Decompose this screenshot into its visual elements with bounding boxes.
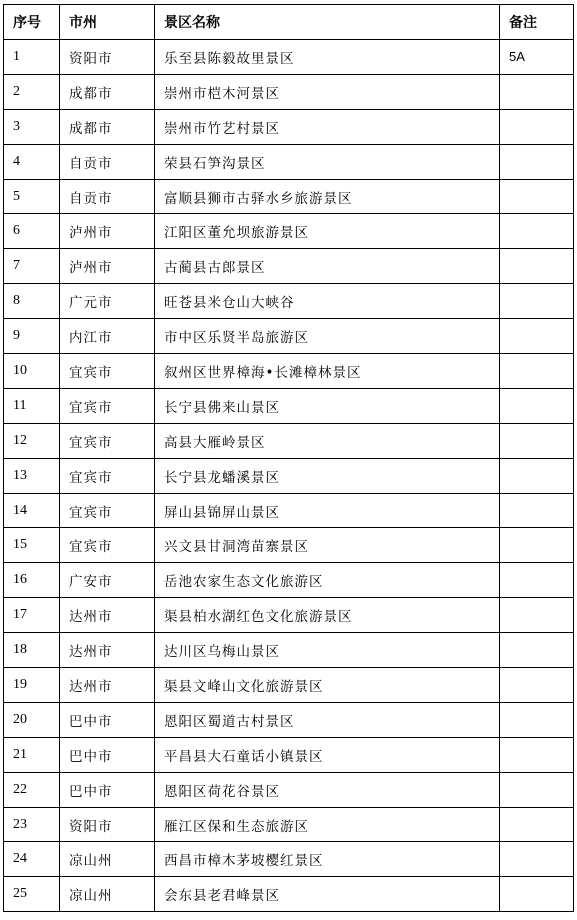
cell-seq: 23 — [4, 807, 60, 842]
cell-city: 自贡市 — [60, 179, 155, 214]
cell-note — [500, 668, 574, 703]
cell-scenic-name: 西昌市樟木茅坡樱红景区 — [155, 842, 500, 877]
table-body — [4, 40, 574, 912]
cell-scenic-name: 屏山县锦屏山景区 — [155, 493, 500, 528]
cell-note — [500, 598, 574, 633]
cell-note — [500, 493, 574, 528]
cell-seq: 16 — [4, 563, 60, 598]
cell-seq: 8 — [4, 284, 60, 319]
table-row — [4, 40, 574, 75]
cell-note — [500, 807, 574, 842]
cell-seq: 22 — [4, 772, 60, 807]
table-row — [4, 772, 574, 807]
cell-scenic-name: 恩阳区蜀道古村景区 — [155, 702, 500, 737]
cell-city: 凉山州 — [60, 877, 155, 912]
table-row — [4, 249, 574, 284]
cell-note — [500, 842, 574, 877]
cell-scenic-name: 旺苍县米仓山大峡谷 — [155, 284, 500, 319]
cell-seq: 9 — [4, 319, 60, 354]
cell-note — [500, 214, 574, 249]
table-row — [4, 702, 574, 737]
cell-seq: 6 — [4, 214, 60, 249]
table-row — [4, 598, 574, 633]
table-row — [4, 144, 574, 179]
cell-note — [500, 737, 574, 772]
cell-seq: 19 — [4, 668, 60, 703]
cell-scenic-name: 江阳区董允坝旅游景区 — [155, 214, 500, 249]
cell-city: 资阳市 — [60, 807, 155, 842]
table-row — [4, 563, 574, 598]
cell-note — [500, 702, 574, 737]
table-row — [4, 633, 574, 668]
cell-city: 宜宾市 — [60, 423, 155, 458]
header-note: 备注 — [500, 5, 574, 40]
table-row — [4, 354, 574, 389]
cell-scenic-name: 雁江区保和生态旅游区 — [155, 807, 500, 842]
cell-city: 泸州市 — [60, 214, 155, 249]
scenic-area-table — [3, 4, 574, 912]
cell-seq: 13 — [4, 458, 60, 493]
cell-seq: 7 — [4, 249, 60, 284]
cell-city: 巴中市 — [60, 702, 155, 737]
cell-seq: 11 — [4, 388, 60, 423]
table-row — [4, 109, 574, 144]
table-row — [4, 528, 574, 563]
table-row — [4, 842, 574, 877]
cell-seq: 20 — [4, 702, 60, 737]
cell-seq: 3 — [4, 109, 60, 144]
cell-scenic-name: 叙州区世界樟海•长滩樟林景区 — [155, 354, 500, 389]
table-row — [4, 319, 574, 354]
cell-scenic-name: 恩阳区荷花谷景区 — [155, 772, 500, 807]
cell-seq: 2 — [4, 74, 60, 109]
cell-scenic-name: 崇州市桤木河景区 — [155, 74, 500, 109]
cell-city: 达州市 — [60, 633, 155, 668]
cell-scenic-name: 高县大雁岭景区 — [155, 423, 500, 458]
table-row — [4, 807, 574, 842]
cell-scenic-name: 古蔺县古郎景区 — [155, 249, 500, 284]
cell-scenic-name: 富顺县狮市古驿水乡旅游景区 — [155, 179, 500, 214]
cell-note — [500, 284, 574, 319]
table-row — [4, 668, 574, 703]
table-row — [4, 423, 574, 458]
cell-seq: 14 — [4, 493, 60, 528]
cell-note — [500, 772, 574, 807]
cell-note — [500, 877, 574, 912]
cell-city: 广元市 — [60, 284, 155, 319]
cell-note — [500, 249, 574, 284]
cell-scenic-name: 兴文县甘洞湾苗寨景区 — [155, 528, 500, 563]
cell-scenic-name: 长宁县龙蟠溪景区 — [155, 458, 500, 493]
cell-city: 宜宾市 — [60, 458, 155, 493]
cell-note — [500, 319, 574, 354]
cell-seq: 24 — [4, 842, 60, 877]
cell-note — [500, 179, 574, 214]
table-row — [4, 74, 574, 109]
cell-note — [500, 633, 574, 668]
cell-note — [500, 563, 574, 598]
table-row — [4, 179, 574, 214]
cell-note — [500, 458, 574, 493]
cell-city: 资阳市 — [60, 40, 155, 75]
cell-city: 成都市 — [60, 109, 155, 144]
cell-city: 巴中市 — [60, 737, 155, 772]
table-row — [4, 737, 574, 772]
cell-city: 宜宾市 — [60, 493, 155, 528]
table-row — [4, 458, 574, 493]
table-header-row — [4, 5, 574, 40]
cell-note: 5A — [500, 40, 574, 75]
cell-note — [500, 528, 574, 563]
cell-scenic-name: 平昌县大石童话小镇景区 — [155, 737, 500, 772]
cell-seq: 4 — [4, 144, 60, 179]
cell-note — [500, 109, 574, 144]
cell-city: 凉山州 — [60, 842, 155, 877]
cell-seq: 10 — [4, 354, 60, 389]
cell-seq: 25 — [4, 877, 60, 912]
cell-city: 宜宾市 — [60, 354, 155, 389]
cell-seq: 21 — [4, 737, 60, 772]
cell-city: 宜宾市 — [60, 388, 155, 423]
cell-seq: 17 — [4, 598, 60, 633]
cell-note — [500, 354, 574, 389]
cell-seq: 18 — [4, 633, 60, 668]
cell-scenic-name: 达川区乌梅山景区 — [155, 633, 500, 668]
cell-scenic-name: 崇州市竹艺村景区 — [155, 109, 500, 144]
cell-city: 达州市 — [60, 598, 155, 633]
cell-note — [500, 388, 574, 423]
cell-city: 成都市 — [60, 74, 155, 109]
header-seq: 序号 — [4, 5, 60, 40]
cell-scenic-name: 岳池农家生态文化旅游区 — [155, 563, 500, 598]
cell-seq: 1 — [4, 40, 60, 75]
cell-scenic-name: 荣县石笋沟景区 — [155, 144, 500, 179]
cell-scenic-name: 乐至县陈毅故里景区 — [155, 40, 500, 75]
table-row — [4, 877, 574, 912]
table-row — [4, 493, 574, 528]
table-row — [4, 388, 574, 423]
cell-scenic-name: 长宁县佛来山景区 — [155, 388, 500, 423]
cell-city: 泸州市 — [60, 249, 155, 284]
cell-scenic-name: 渠县柏水湖红色文化旅游景区 — [155, 598, 500, 633]
cell-scenic-name: 渠县文峰山文化旅游景区 — [155, 668, 500, 703]
header-city: 市州 — [60, 5, 155, 40]
cell-city: 广安市 — [60, 563, 155, 598]
cell-city: 达州市 — [60, 668, 155, 703]
cell-scenic-name: 会东县老君峰景区 — [155, 877, 500, 912]
header-name: 景区名称 — [155, 5, 500, 40]
table-row — [4, 214, 574, 249]
cell-city: 巴中市 — [60, 772, 155, 807]
cell-note — [500, 423, 574, 458]
cell-note — [500, 144, 574, 179]
cell-seq: 15 — [4, 528, 60, 563]
cell-scenic-name: 市中区乐贤半岛旅游区 — [155, 319, 500, 354]
cell-city: 自贡市 — [60, 144, 155, 179]
cell-note — [500, 74, 574, 109]
table-row — [4, 284, 574, 319]
cell-seq: 5 — [4, 179, 60, 214]
cell-city: 内江市 — [60, 319, 155, 354]
cell-city: 宜宾市 — [60, 528, 155, 563]
cell-seq: 12 — [4, 423, 60, 458]
